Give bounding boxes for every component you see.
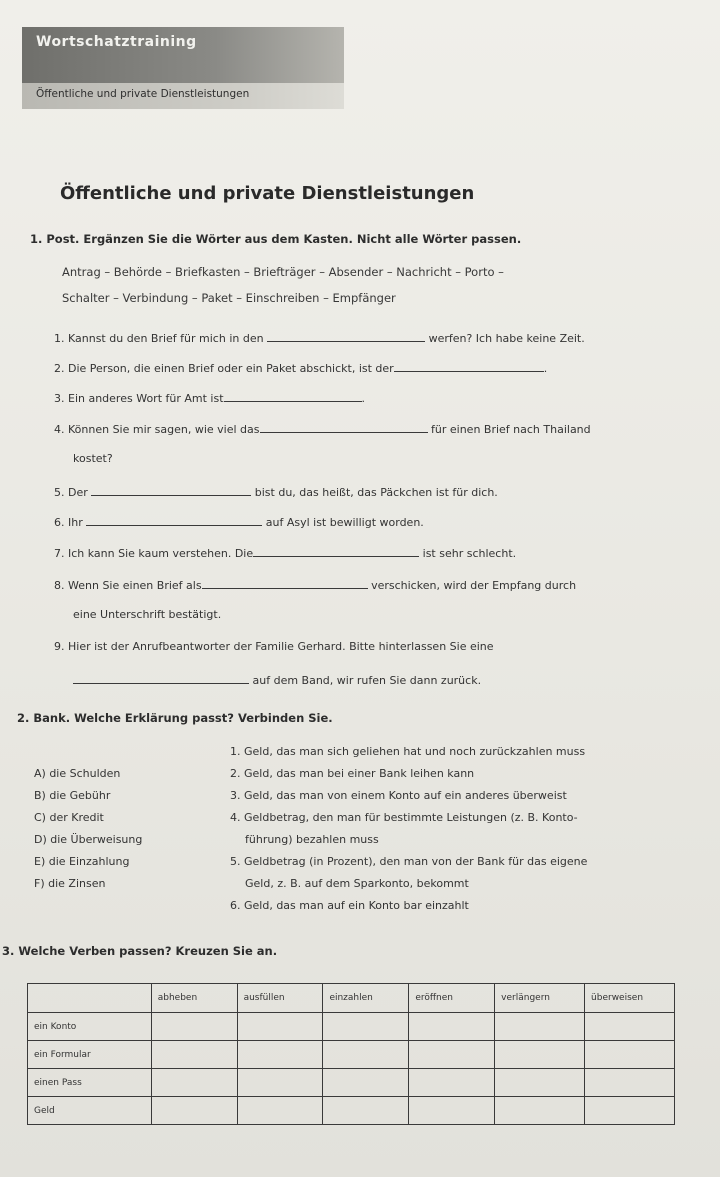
answer-blank-6[interactable]	[86, 515, 262, 526]
check-cell[interactable]	[237, 1097, 323, 1125]
answer-blank-8[interactable]	[202, 578, 368, 589]
row-header: ein Konto	[28, 1013, 152, 1041]
item-6: 6. Ihr auf Asyl ist bewilligt worden.	[54, 516, 424, 529]
column-header: verlängern	[495, 984, 585, 1013]
check-cell[interactable]	[409, 1013, 495, 1041]
term-b[interactable]: B) die Gebühr	[34, 789, 111, 802]
check-cell[interactable]	[495, 1097, 585, 1125]
task2-heading: 2. Bank. Welche Erklärung passt? Verbinden Sie.	[17, 711, 333, 725]
table-header-row	[28, 984, 675, 1013]
check-cell[interactable]	[237, 1013, 323, 1041]
definition-5[interactable]: 5. Geldbetrag (in Prozent), den man von der Bank für das eigene	[230, 855, 588, 868]
verb-table	[27, 983, 675, 1125]
check-cell[interactable]	[495, 1013, 585, 1041]
item-7: 7. Ich kann Sie kaum verstehen. Die ist sehr schlecht.	[54, 547, 517, 560]
item-8: 8. Wenn Sie einen Brief als verschicken, wird der Empfang durch	[54, 579, 577, 592]
check-cell[interactable]	[151, 1041, 237, 1069]
header-title: Wortschatztraining	[36, 34, 197, 50]
item-4: 4. Können Sie mir sagen, wie viel das für einen Brief nach Thailand	[54, 423, 591, 436]
item-3: 3. Ein anderes Wort für Amt ist .	[54, 392, 366, 405]
check-cell[interactable]	[323, 1069, 409, 1097]
definition-1[interactable]: 1. Geld, das man sich geliehen hat und noch zurückzahlen muss	[230, 745, 586, 758]
item-1: 1. Kannst du den Brief für mich in den werfen? Ich habe keine Zeit.	[54, 332, 585, 345]
check-cell[interactable]	[323, 1013, 409, 1041]
item-8-continuation: eine Unterschrift bestätigt.	[73, 608, 222, 621]
definition-5-continuation: Geld, z. B. auf dem Sparkonto, bekommt	[245, 877, 469, 890]
table-row	[28, 1041, 675, 1069]
check-cell[interactable]	[151, 1069, 237, 1097]
task1-heading: 1. Post. Ergänzen Sie die Wörter aus dem Kasten. Nicht alle Wörter passen.	[30, 232, 522, 246]
definition-2[interactable]: 2. Geld, das man bei einer Bank leihen kann	[230, 767, 475, 780]
table-row	[28, 1013, 675, 1041]
check-cell[interactable]	[409, 1041, 495, 1069]
answer-blank-3[interactable]	[224, 391, 362, 402]
definition-3[interactable]: 3. Geld, das man von einem Konto auf ein anderes überweist	[230, 789, 567, 802]
task3-heading: 3. Welche Verben passen? Kreuzen Sie an.	[2, 944, 278, 958]
row-header: einen Pass	[28, 1069, 152, 1097]
item-9: 9. Hier ist der Anrufbeantworter der Familie Gerhard. Bitte hinterlassen Sie eine	[54, 640, 494, 653]
item-4-continuation: kostet?	[73, 452, 113, 465]
check-cell[interactable]	[409, 1097, 495, 1125]
check-cell[interactable]	[495, 1069, 585, 1097]
check-cell[interactable]	[237, 1069, 323, 1097]
term-c[interactable]: C) der Kredit	[34, 811, 104, 824]
table-row	[28, 1097, 675, 1125]
term-a[interactable]: A) die Schulden	[34, 767, 121, 780]
item-9-continuation: auf dem Band, wir rufen Sie dann zurück.	[73, 673, 481, 687]
answer-blank-9[interactable]	[73, 673, 249, 684]
check-cell[interactable]	[495, 1041, 585, 1069]
column-header: eröffnen	[409, 984, 495, 1013]
definition-4[interactable]: 4. Geldbetrag, den man für bestimmte Leistungen (z. B. Konto-	[230, 811, 578, 824]
check-cell[interactable]	[409, 1069, 495, 1097]
answer-blank-7[interactable]	[253, 546, 419, 557]
row-header: ein Formular	[28, 1041, 152, 1069]
check-cell[interactable]	[585, 1041, 675, 1069]
answer-blank-1[interactable]	[267, 331, 425, 342]
header-subtitle: Öffentliche und private Dienstleistungen	[36, 88, 250, 100]
answer-blank-4[interactable]	[260, 422, 428, 433]
page-title: Öffentliche und private Dienstleistungen	[60, 183, 475, 204]
check-cell[interactable]	[151, 1097, 237, 1125]
check-cell[interactable]	[151, 1013, 237, 1041]
term-e[interactable]: E) die Einzahlung	[34, 855, 130, 868]
answer-blank-2[interactable]	[394, 361, 544, 372]
term-d[interactable]: D) die Überweisung	[34, 833, 143, 846]
check-cell[interactable]	[585, 1013, 675, 1041]
check-cell[interactable]	[323, 1041, 409, 1069]
word-list-line-1: Antrag – Behörde – Briefkasten – Briefträger – Absender – Nachricht – Porto –	[62, 265, 504, 279]
answer-blank-5[interactable]	[91, 485, 251, 496]
check-cell[interactable]	[585, 1069, 675, 1097]
definition-6[interactable]: 6. Geld, das man auf ein Konto bar einzahlt	[230, 899, 469, 912]
item-2: 2. Die Person, die einen Brief oder ein Paket abschickt, ist der .	[54, 362, 548, 375]
column-header: überweisen	[585, 984, 675, 1013]
term-f[interactable]: F) die Zinsen	[34, 877, 106, 890]
corner-cell	[28, 984, 152, 1013]
check-cell[interactable]	[585, 1097, 675, 1125]
table-row	[28, 1069, 675, 1097]
column-header: einzahlen	[323, 984, 409, 1013]
check-cell[interactable]	[323, 1097, 409, 1125]
column-header: abheben	[151, 984, 237, 1013]
item-5: 5. Der bist du, das heißt, das Päckchen ist für dich.	[54, 486, 498, 499]
definition-4-continuation: führung) bezahlen muss	[245, 833, 379, 846]
row-header: Geld	[28, 1097, 152, 1125]
column-header: ausfüllen	[237, 984, 323, 1013]
word-list-line-2: Schalter – Verbindung – Paket – Einschreiben – Empfänger	[62, 291, 396, 305]
check-cell[interactable]	[237, 1041, 323, 1069]
